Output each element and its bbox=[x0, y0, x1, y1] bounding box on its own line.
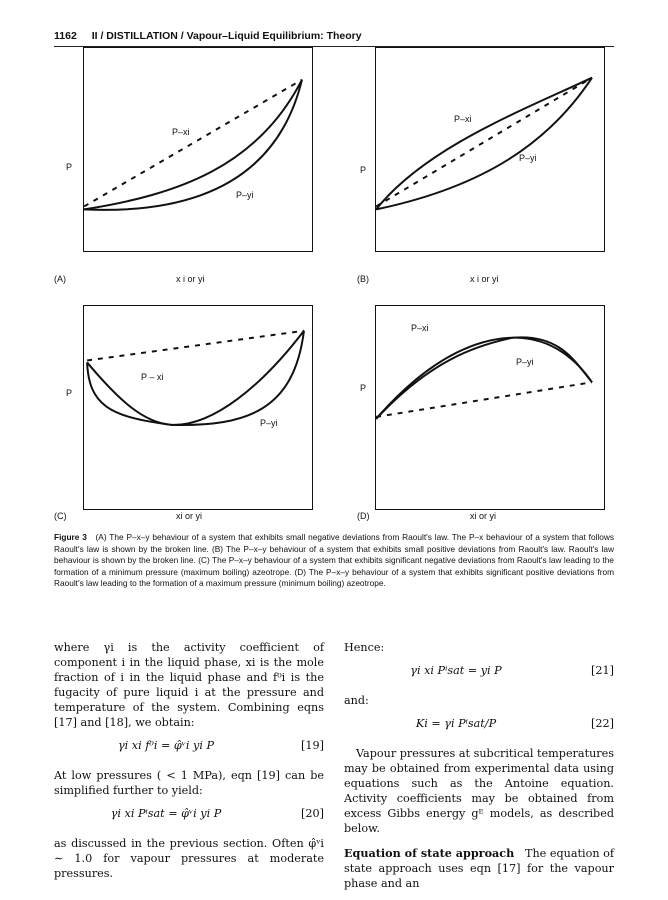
panel-c-py-label: P–yi bbox=[260, 418, 278, 428]
left-column bbox=[54, 640, 324, 881]
panel-d-plot bbox=[376, 306, 604, 509]
panel-b-xlabel: x i or yi bbox=[470, 274, 499, 284]
equation-21-expr: γi xi Pⁱsat = yi P bbox=[410, 664, 502, 677]
right-and: and: bbox=[344, 694, 369, 707]
panel-b-px-label: P–xi bbox=[454, 114, 472, 124]
equation-21-number: [21] bbox=[591, 664, 614, 677]
right-para-2-text: The equation of state approach uses eqn [17] for the vapour phase and an bbox=[344, 847, 615, 890]
panel-c-plot bbox=[84, 306, 312, 509]
running-title: II / DISTILLATION / Vapour–Liquid Equilibrium: Theory bbox=[91, 30, 362, 42]
page-number: 1162 bbox=[54, 30, 77, 42]
equation-19-expr: γi xi f⁰i = φ̂ᵛi yi P bbox=[117, 739, 215, 752]
left-para-2: At low pressures ( < 1 MPa), eqn [19] can be simplified further to yield: bbox=[54, 769, 324, 797]
p-x-curve bbox=[376, 78, 592, 210]
panel-b-plot bbox=[376, 48, 604, 251]
panel-c-xlabel: xi or yi bbox=[176, 511, 203, 521]
left-para-3: as discussed in the previous section. Often φ̂ᵛi ∼ 1.0 for vapour pressures at moderate pressures. bbox=[54, 837, 324, 880]
right-para-2 bbox=[344, 846, 614, 891]
panel-c-tag: (C) bbox=[54, 511, 67, 521]
equation-22-number: [22] bbox=[591, 717, 614, 730]
figure-label: Figure 3 bbox=[54, 532, 87, 542]
caption-text: (A) The P–x–y behaviour of a system that exhibits small negative deviations from Raoult's law. The P–x behaviour of a system that follows Raoult's law is shown by the broken line. (B) The P–x–y behaviour of a system that exhibits small positive deviations from Raoult's law. Raoult's law behaviour is shown by the broken line. (C) The P–x–y behaviour of a system that exhibits significant negative deviations from Raoult's law leading to the formation of a minimum pressure (maximum boiling) azeotrope. (D) The P–x–y behaviour of a system that exhibits significant positive deviations from Raoult's law leading to the formation of a maximum pressure (minimum boiling) azeotrope. bbox=[54, 532, 614, 588]
right-para-1: Vapour pressures at subcritical temperatures may be obtained from experimental data using equations such as the Antoine equation. Activity coefficients may be obtained from excess Gibbs energy gᴱ models, as described below. bbox=[344, 747, 614, 835]
panel-a-xlabel: x i or yi bbox=[176, 274, 205, 284]
panel-a-tag: (A) bbox=[54, 274, 66, 284]
panel-d-tag: (D) bbox=[357, 511, 370, 521]
equation-19-number: [19] bbox=[301, 739, 324, 752]
panel-d-xlabel: xi or yi bbox=[470, 511, 497, 521]
raoult-line bbox=[87, 331, 304, 361]
panel-c-px-label: P – xi bbox=[141, 372, 164, 382]
raoult-line bbox=[84, 80, 302, 207]
running-header bbox=[54, 30, 614, 47]
panel-a bbox=[83, 47, 313, 252]
equation-22-expr: Ki = γi Pⁱsat/P bbox=[415, 717, 497, 730]
panel-a-plot bbox=[84, 48, 312, 251]
panel-a-ylabel: P bbox=[66, 162, 73, 172]
p-y-curve bbox=[84, 80, 302, 210]
panel-a-px-label: P–xi bbox=[172, 127, 190, 137]
raoult-line bbox=[376, 78, 592, 207]
section-heading: Equation of state approach bbox=[344, 846, 515, 860]
panel-d bbox=[375, 305, 605, 510]
equation-20-expr: γi xi Pⁱsat = φ̂ᵛi yi P bbox=[110, 807, 222, 820]
right-hence: Hence: bbox=[344, 641, 385, 654]
equation-22 bbox=[344, 716, 614, 736]
panel-d-ylabel: P bbox=[360, 383, 367, 393]
panel-c-ylabel: P bbox=[66, 388, 73, 398]
panel-b-py-label: P–yi bbox=[519, 153, 537, 163]
panel-d-py-label: P–yi bbox=[516, 357, 534, 367]
panel-d-px-label: P–xi bbox=[411, 323, 429, 333]
p-x-curve bbox=[376, 338, 592, 419]
left-para-1: where γi is the activity coefficient of component i in the liquid phase, xi is the mole fraction of i in the liquid phase and f⁰i is the fugacity of pure liquid i at the pressure and temperature of the system. Combining eqns [17] and [18], we obtain: bbox=[54, 641, 324, 729]
equation-19 bbox=[54, 738, 324, 758]
equation-21 bbox=[344, 663, 614, 683]
equation-20-number: [20] bbox=[301, 807, 324, 820]
p-x-curve bbox=[84, 80, 302, 210]
panel-b-ylabel: P bbox=[360, 165, 367, 175]
p-y-curve bbox=[376, 78, 592, 210]
panel-b-tag: (B) bbox=[357, 274, 369, 284]
equation-20 bbox=[54, 806, 324, 826]
panel-c bbox=[83, 305, 313, 510]
panel-b bbox=[375, 47, 605, 252]
right-column bbox=[344, 640, 614, 891]
panel-a-py-label: P–yi bbox=[236, 190, 254, 200]
figure-caption bbox=[54, 532, 614, 590]
